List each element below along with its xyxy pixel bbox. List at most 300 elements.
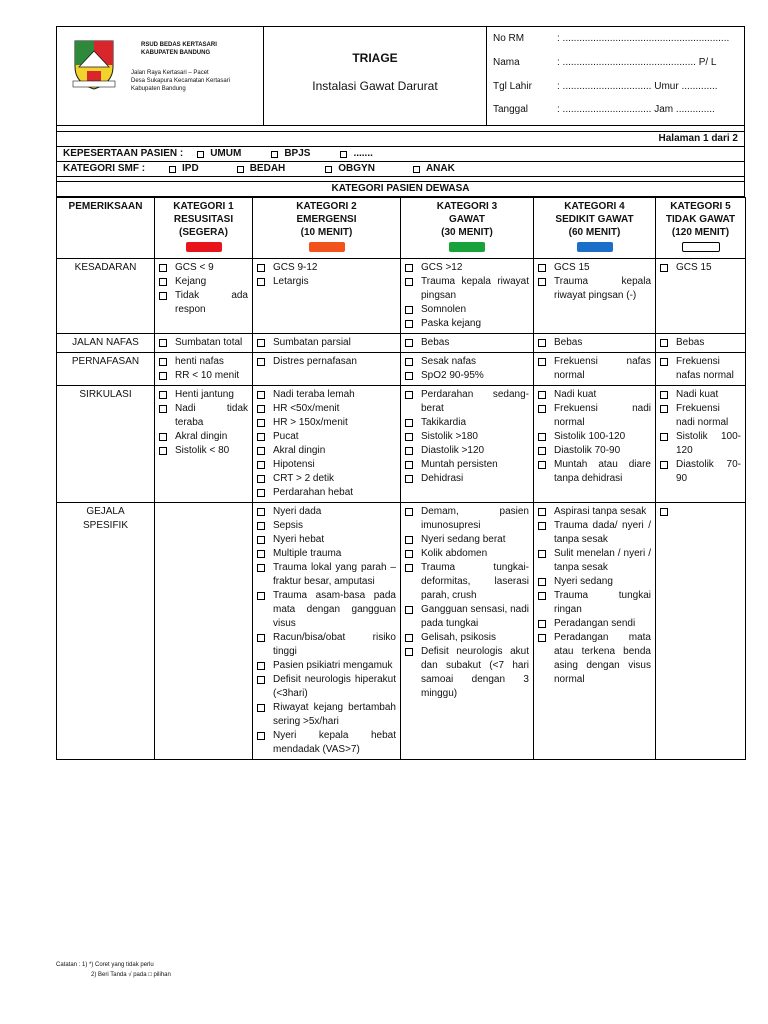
criteria-item[interactable] xyxy=(257,505,396,519)
checkbox-icon[interactable] xyxy=(405,606,413,614)
checkbox-icon[interactable] xyxy=(159,292,167,300)
criteria-cell xyxy=(401,259,534,334)
criteria-cell xyxy=(534,259,656,334)
criteria-item[interactable] xyxy=(660,388,741,402)
criteria-item[interactable] xyxy=(538,402,651,430)
checkbox-icon[interactable] xyxy=(159,405,167,413)
criteria-item[interactable] xyxy=(257,486,396,500)
criteria-item[interactable] xyxy=(405,505,529,533)
field-label: Tanggal xyxy=(493,104,529,115)
criteria-item[interactable] xyxy=(257,561,396,589)
criteria-cell xyxy=(656,259,746,334)
checkbox-icon[interactable] xyxy=(538,264,546,272)
criteria-text: Nadi kuat xyxy=(676,389,719,400)
checkbox-icon[interactable] xyxy=(257,662,265,670)
checkbox-icon[interactable] xyxy=(413,166,420,173)
smf-label: KATEGORI SMF : xyxy=(63,163,146,174)
column-header-kategori-4 xyxy=(534,198,656,259)
checkbox-icon[interactable] xyxy=(405,433,413,441)
column-header-kategori-2 xyxy=(253,198,401,259)
checkbox-icon[interactable] xyxy=(538,522,546,530)
criteria-item[interactable] xyxy=(538,275,651,303)
checkbox-icon[interactable] xyxy=(538,508,546,516)
column-header-time: (120 MENIT) xyxy=(671,227,730,238)
checkbox-icon[interactable] xyxy=(257,508,265,516)
criteria-item[interactable] xyxy=(538,388,651,402)
checkbox-icon[interactable] xyxy=(159,433,167,441)
criteria-item[interactable] xyxy=(257,444,396,458)
criteria-text: Trauma dada/ nyeri / tanpa sesak xyxy=(554,520,651,545)
checkbox-icon[interactable] xyxy=(405,306,413,314)
address-line1: Jalan Raya Kertasari – Pacet xyxy=(131,70,209,76)
checkbox-icon[interactable] xyxy=(405,564,413,572)
criteria-cell xyxy=(253,386,401,503)
checkbox-icon[interactable] xyxy=(257,278,265,286)
option-bpjs[interactable] xyxy=(271,147,310,161)
criteria-item[interactable] xyxy=(538,575,651,589)
hospital-name-line2: KABUPATEN BANDUNG xyxy=(141,50,211,56)
table-header-row xyxy=(57,198,746,259)
hospital-name xyxy=(141,41,217,57)
criteria-item[interactable] xyxy=(405,645,529,701)
checkbox-icon[interactable] xyxy=(257,447,265,455)
criteria-item[interactable] xyxy=(660,505,741,516)
criteria-text: Frekuensi nafas normal xyxy=(554,356,651,381)
criteria-item[interactable] xyxy=(257,416,396,430)
criteria-item[interactable] xyxy=(538,589,651,617)
criteria-item[interactable] xyxy=(159,355,248,369)
checkbox-icon[interactable] xyxy=(271,151,278,158)
criteria-text: Racun/bisa/obat risiko tinggi xyxy=(273,632,396,657)
criteria-text: Takikardia xyxy=(421,417,467,428)
row-label-cell xyxy=(57,386,155,503)
checkbox-icon[interactable] xyxy=(159,447,167,455)
criteria-item[interactable] xyxy=(257,673,396,701)
field-value[interactable]: : ............................................................ xyxy=(557,33,730,44)
checkbox-icon[interactable] xyxy=(257,704,265,712)
criteria-item[interactable] xyxy=(257,547,396,561)
option-label: OBGYN xyxy=(338,163,375,174)
page-indicator-row xyxy=(56,131,745,147)
criteria-item[interactable] xyxy=(405,533,529,547)
checkbox-icon[interactable] xyxy=(405,447,413,455)
criteria-item[interactable] xyxy=(660,336,741,350)
triage-table xyxy=(56,197,746,760)
criteria-item[interactable] xyxy=(538,355,651,383)
category-color-swatch xyxy=(449,242,485,252)
column-header-subtext: TIDAK GAWAT xyxy=(665,214,736,225)
kepesertaan-label: KEPESERTAAN PASIEN : xyxy=(63,148,184,159)
criteria-cell xyxy=(401,386,534,503)
checkbox-icon[interactable] xyxy=(538,405,546,413)
criteria-item[interactable] xyxy=(159,275,248,289)
criteria-item[interactable] xyxy=(257,275,396,289)
criteria-item[interactable] xyxy=(538,547,651,575)
criteria-item[interactable] xyxy=(405,430,529,444)
title-block xyxy=(264,27,487,125)
criteria-text: Muntah atau diare tanpa dehidrasi xyxy=(554,459,651,484)
criteria-text: Nyeri sedang xyxy=(554,576,613,587)
criteria-text: Nyeri dada xyxy=(273,506,322,517)
checkbox-icon[interactable] xyxy=(257,676,265,684)
criteria-text: Dehidrasi xyxy=(421,473,464,484)
criteria-text: Sepsis xyxy=(273,520,304,531)
criteria-item[interactable] xyxy=(538,336,651,350)
option-umum[interactable] xyxy=(197,147,241,161)
checkbox-icon[interactable] xyxy=(257,405,265,413)
criteria-text: Multiple trauma xyxy=(273,548,342,559)
criteria-text: HR > 150x/menit xyxy=(273,417,348,428)
criteria-text: Bebas xyxy=(554,337,583,348)
criteria-text: RR < 10 menit xyxy=(175,370,240,381)
category-color-swatch xyxy=(309,242,345,252)
checkbox-icon[interactable] xyxy=(325,166,332,173)
address-line2: Desa Sukapura Kecamatan Kertasari xyxy=(131,78,231,84)
field-tgl-lahir[interactable] xyxy=(493,81,718,95)
criteria-text: Diastolik 70-90 xyxy=(554,445,621,456)
criteria-text: henti nafas xyxy=(175,356,224,367)
criteria-item[interactable] xyxy=(257,729,396,757)
criteria-text: Sumbatan parsial xyxy=(273,337,351,348)
footer-note-1: Catatan : 1) *) Coret yang tidak perlu xyxy=(56,962,154,968)
page-indicator: Halaman 1 dari 2 xyxy=(658,133,738,144)
criteria-text: Trauma kepala riwayat pingsan (-) xyxy=(554,276,651,301)
column-header-kategori-3 xyxy=(401,198,534,259)
checkbox-icon[interactable] xyxy=(257,489,265,497)
criteria-item[interactable] xyxy=(538,458,651,486)
field-value[interactable]: : ................................ Umur ............. xyxy=(557,81,718,92)
criteria-text: Henti jantung xyxy=(175,389,234,400)
criteria-item[interactable] xyxy=(538,261,651,275)
field-nama[interactable] xyxy=(493,57,716,71)
criteria-text: Bebas xyxy=(676,337,705,348)
criteria-item[interactable] xyxy=(538,505,651,519)
checkbox-icon[interactable] xyxy=(660,391,668,399)
criteria-cell xyxy=(155,503,253,760)
checkbox-icon[interactable] xyxy=(405,461,413,469)
checkbox-icon[interactable] xyxy=(405,358,413,366)
criteria-text: HR <50x/menit xyxy=(273,403,340,414)
criteria-text: Muntah persisten xyxy=(421,459,498,470)
option-other[interactable] xyxy=(340,147,372,161)
checkbox-icon[interactable] xyxy=(159,372,167,380)
criteria-text: Trauma asam-basa pada mata dengan gangguan visus xyxy=(273,590,396,629)
checkbox-icon[interactable] xyxy=(660,461,668,469)
criteria-item[interactable] xyxy=(405,303,529,317)
checkbox-icon[interactable] xyxy=(257,433,265,441)
column-header-time: (60 MENIT) xyxy=(568,227,621,238)
checkbox-icon[interactable] xyxy=(538,578,546,586)
row-label: PERNAFASAN xyxy=(71,356,140,367)
column-header-time: (10 MENIT) xyxy=(300,227,353,238)
checkbox-icon[interactable] xyxy=(257,564,265,572)
criteria-cell xyxy=(656,334,746,353)
checkbox-icon[interactable] xyxy=(538,634,546,642)
criteria-item[interactable] xyxy=(257,355,396,369)
criteria-item[interactable] xyxy=(538,444,651,458)
criteria-item[interactable] xyxy=(405,444,529,458)
criteria-item[interactable] xyxy=(257,533,396,547)
criteria-item[interactable] xyxy=(405,472,529,486)
criteria-text: Nyeri hebat xyxy=(273,534,325,545)
criteria-item[interactable] xyxy=(405,458,529,472)
criteria-item[interactable] xyxy=(257,701,396,729)
checkbox-icon[interactable] xyxy=(159,339,167,347)
category-title: KATEGORI PASIEN DEWASA xyxy=(331,183,470,194)
checkbox-icon[interactable] xyxy=(237,166,244,173)
criteria-cell xyxy=(534,386,656,503)
criteria-item[interactable] xyxy=(257,430,396,444)
hospital-address xyxy=(131,69,230,93)
criteria-item[interactable] xyxy=(405,547,529,561)
column-header-text: KATEGORI 4 xyxy=(564,201,625,212)
checkbox-icon[interactable] xyxy=(405,320,413,328)
criteria-cell xyxy=(534,353,656,386)
criteria-item[interactable] xyxy=(405,603,529,631)
checkbox-icon[interactable] xyxy=(660,358,668,366)
field-value[interactable]: : ................................ Jam .............. xyxy=(557,104,715,115)
checkbox-icon[interactable] xyxy=(257,419,265,427)
column-header-subtext: RESUSITASI xyxy=(173,214,234,225)
criteria-text: Paska kejang xyxy=(421,318,482,329)
criteria-item[interactable] xyxy=(159,289,248,317)
criteria-item[interactable] xyxy=(159,430,248,444)
checkbox-icon[interactable] xyxy=(340,151,347,158)
criteria-text: Tidak ada respon xyxy=(175,290,248,315)
criteria-item[interactable] xyxy=(405,355,529,369)
checkbox-icon[interactable] xyxy=(257,358,265,366)
checkbox-icon[interactable] xyxy=(538,339,546,347)
criteria-item[interactable] xyxy=(159,402,248,430)
option-label: BPJS xyxy=(284,148,311,159)
checkbox-icon[interactable] xyxy=(169,166,176,173)
criteria-cell xyxy=(155,353,253,386)
checkbox-icon[interactable] xyxy=(257,536,265,544)
option-anak[interactable] xyxy=(413,162,455,176)
checkbox-icon[interactable] xyxy=(538,391,546,399)
row-label-cell xyxy=(57,334,155,353)
checkbox-icon[interactable] xyxy=(660,405,668,413)
criteria-cell xyxy=(656,386,746,503)
criteria-text: Riwayat kejang bertambah sering >5x/hari xyxy=(273,702,396,727)
checkbox-icon[interactable] xyxy=(159,391,167,399)
field-no-rm[interactable] xyxy=(493,33,729,47)
criteria-item[interactable] xyxy=(257,659,396,673)
criteria-text: Sistolik 100-120 xyxy=(676,431,741,456)
criteria-item[interactable] xyxy=(660,261,741,275)
checkbox-icon[interactable] xyxy=(538,550,546,558)
checkbox-icon[interactable] xyxy=(405,550,413,558)
checkbox-icon[interactable] xyxy=(257,339,265,347)
checkbox-icon[interactable] xyxy=(159,278,167,286)
criteria-item[interactable] xyxy=(405,369,529,383)
criteria-text: Perdarahan sedang-berat xyxy=(421,389,529,414)
criteria-item[interactable] xyxy=(405,416,529,430)
checkbox-icon[interactable] xyxy=(257,391,265,399)
criteria-item[interactable] xyxy=(159,388,248,402)
criteria-text: Perdarahan hebat xyxy=(273,487,354,498)
checkbox-icon[interactable] xyxy=(660,339,668,347)
criteria-item[interactable] xyxy=(257,402,396,416)
checkbox-icon[interactable] xyxy=(538,592,546,600)
category-color-swatch xyxy=(186,242,222,252)
criteria-cell xyxy=(401,503,534,760)
option-bedah[interactable] xyxy=(237,162,286,176)
checkbox-icon[interactable] xyxy=(405,391,413,399)
criteria-text: Aspirasi tanpa sesak xyxy=(554,506,647,517)
checkbox-icon[interactable] xyxy=(257,461,265,469)
criteria-item[interactable] xyxy=(405,317,529,331)
option-obgyn[interactable] xyxy=(325,162,375,176)
row-label-cell xyxy=(57,503,155,760)
criteria-item[interactable] xyxy=(405,275,529,303)
form-title: TRIAGE xyxy=(352,51,398,65)
checkbox-icon[interactable] xyxy=(405,339,413,347)
category-title-row xyxy=(56,182,745,197)
criteria-item[interactable] xyxy=(257,589,396,631)
option-label: ANAK xyxy=(425,163,455,174)
checkbox-icon[interactable] xyxy=(538,433,546,441)
checkbox-icon[interactable] xyxy=(660,433,668,441)
hospital-logo-icon xyxy=(71,37,117,91)
criteria-item[interactable] xyxy=(257,388,396,402)
checkbox-icon[interactable] xyxy=(405,648,413,656)
criteria-item[interactable] xyxy=(405,561,529,603)
criteria-item[interactable] xyxy=(257,261,396,275)
checkbox-icon[interactable] xyxy=(197,151,204,158)
checkbox-icon[interactable] xyxy=(159,358,167,366)
criteria-cell xyxy=(534,503,656,760)
criteria-text: Frekuensi nadi normal xyxy=(676,403,729,428)
criteria-text: Distres pernafasan xyxy=(273,356,357,367)
checkbox-icon[interactable] xyxy=(257,592,265,600)
criteria-text: Gangguan sensasi, nadi pada tungkai xyxy=(421,604,529,629)
column-header-kategori-1 xyxy=(155,198,253,259)
criteria-item[interactable] xyxy=(660,402,741,430)
triage-form xyxy=(56,26,745,760)
criteria-text: Peradangan mata atau terkena benda asing dengan visus normal xyxy=(554,632,651,685)
checkbox-icon[interactable] xyxy=(405,508,413,516)
criteria-text: CRT > 2 detik xyxy=(273,473,335,484)
criteria-text: Gelisah, psikosis xyxy=(421,632,497,643)
criteria-text: Nadi teraba lemah xyxy=(273,389,355,400)
row-label-cell xyxy=(57,353,155,386)
criteria-item[interactable] xyxy=(257,336,396,350)
option-ipd[interactable] xyxy=(169,162,199,176)
criteria-item[interactable] xyxy=(660,458,741,486)
criteria-item[interactable] xyxy=(257,472,396,486)
criteria-text: Frekuensi nafas normal xyxy=(676,356,734,381)
checkbox-icon[interactable] xyxy=(405,536,413,544)
criteria-item[interactable] xyxy=(159,369,248,383)
checkbox-icon[interactable] xyxy=(660,508,668,516)
criteria-item[interactable] xyxy=(538,631,651,687)
criteria-text: Defisit neurologis hiperakut (<3hari) xyxy=(273,674,396,699)
checkbox-icon[interactable] xyxy=(660,264,668,272)
checkbox-icon[interactable] xyxy=(538,278,546,286)
checkbox-icon[interactable] xyxy=(257,475,265,483)
criteria-item[interactable] xyxy=(257,631,396,659)
column-header-time: (SEGERA) xyxy=(179,227,228,238)
criteria-text: Trauma lokal yang parah – fraktur besar, amputasi xyxy=(273,562,396,587)
criteria-text: Nyeri sedang berat xyxy=(421,534,506,545)
criteria-item[interactable] xyxy=(405,261,529,275)
criteria-text: GCS < 9 xyxy=(175,262,214,273)
criteria-cell xyxy=(155,334,253,353)
form-header xyxy=(56,26,745,126)
criteria-text: Diastolik >120 xyxy=(421,445,485,456)
hospital-block xyxy=(57,27,264,125)
checkbox-icon[interactable] xyxy=(405,264,413,272)
criteria-text: Bebas xyxy=(421,337,450,348)
criteria-text: Nadi kuat xyxy=(554,389,597,400)
checkbox-icon[interactable] xyxy=(405,634,413,642)
criteria-text: Trauma kepala riwayat pingsan xyxy=(421,276,529,301)
field-tanggal[interactable] xyxy=(493,104,715,118)
criteria-item[interactable] xyxy=(257,458,396,472)
criteria-item[interactable] xyxy=(660,355,741,383)
checkbox-icon[interactable] xyxy=(405,372,413,380)
column-header-pemeriksaan xyxy=(57,198,155,259)
criteria-item[interactable] xyxy=(257,519,396,533)
criteria-item[interactable] xyxy=(660,430,741,458)
criteria-item[interactable] xyxy=(159,261,248,275)
column-header-text: PEMERIKSAAN xyxy=(68,201,143,212)
criteria-text: Sesak nafas xyxy=(421,356,477,367)
checkbox-icon[interactable] xyxy=(405,278,413,286)
row-label: GEJALA SPESIFIK xyxy=(82,506,128,531)
checkbox-icon[interactable] xyxy=(257,732,265,740)
criteria-cell xyxy=(534,334,656,353)
criteria-item[interactable] xyxy=(405,336,529,350)
checkbox-icon[interactable] xyxy=(257,550,265,558)
criteria-item[interactable] xyxy=(159,336,248,350)
checkbox-icon[interactable] xyxy=(257,634,265,642)
checkbox-icon[interactable] xyxy=(257,264,265,272)
criteria-item[interactable] xyxy=(405,388,529,416)
checkbox-icon[interactable] xyxy=(538,620,546,628)
criteria-text: Trauma tungkai-deformitas, laserasi parah, crush xyxy=(421,562,529,601)
field-label: Tgl Lahir xyxy=(493,81,532,92)
smf-row xyxy=(56,162,745,177)
checkbox-icon[interactable] xyxy=(538,447,546,455)
criteria-text: Sistolik >180 xyxy=(421,431,478,442)
hospital-name-line1: RSUD BEDAS KERTASARI xyxy=(141,42,217,48)
kepesertaan-row xyxy=(56,147,745,162)
checkbox-icon[interactable] xyxy=(538,358,546,366)
checkbox-icon[interactable] xyxy=(538,461,546,469)
criteria-item[interactable] xyxy=(538,430,651,444)
checkbox-icon[interactable] xyxy=(405,419,413,427)
criteria-text: Sistolik 100-120 xyxy=(554,431,626,442)
address-line3: Kabupaten Bandung xyxy=(131,86,186,92)
column-header-time: (30 MENIT) xyxy=(441,227,493,238)
criteria-item[interactable] xyxy=(159,444,248,458)
field-label: Nama xyxy=(493,57,520,68)
column-header-text: KATEGORI 5 xyxy=(670,201,731,212)
criteria-cell xyxy=(253,259,401,334)
criteria-text: Somnolen xyxy=(421,304,467,315)
criteria-item[interactable] xyxy=(538,519,651,547)
checkbox-icon[interactable] xyxy=(159,264,167,272)
checkbox-icon[interactable] xyxy=(257,522,265,530)
table-row xyxy=(57,334,746,353)
patient-id-block xyxy=(487,27,744,125)
criteria-item[interactable] xyxy=(405,631,529,645)
checkbox-icon[interactable] xyxy=(405,475,413,483)
field-value[interactable]: : ................................................ P/ L xyxy=(557,57,717,68)
criteria-item[interactable] xyxy=(538,617,651,631)
